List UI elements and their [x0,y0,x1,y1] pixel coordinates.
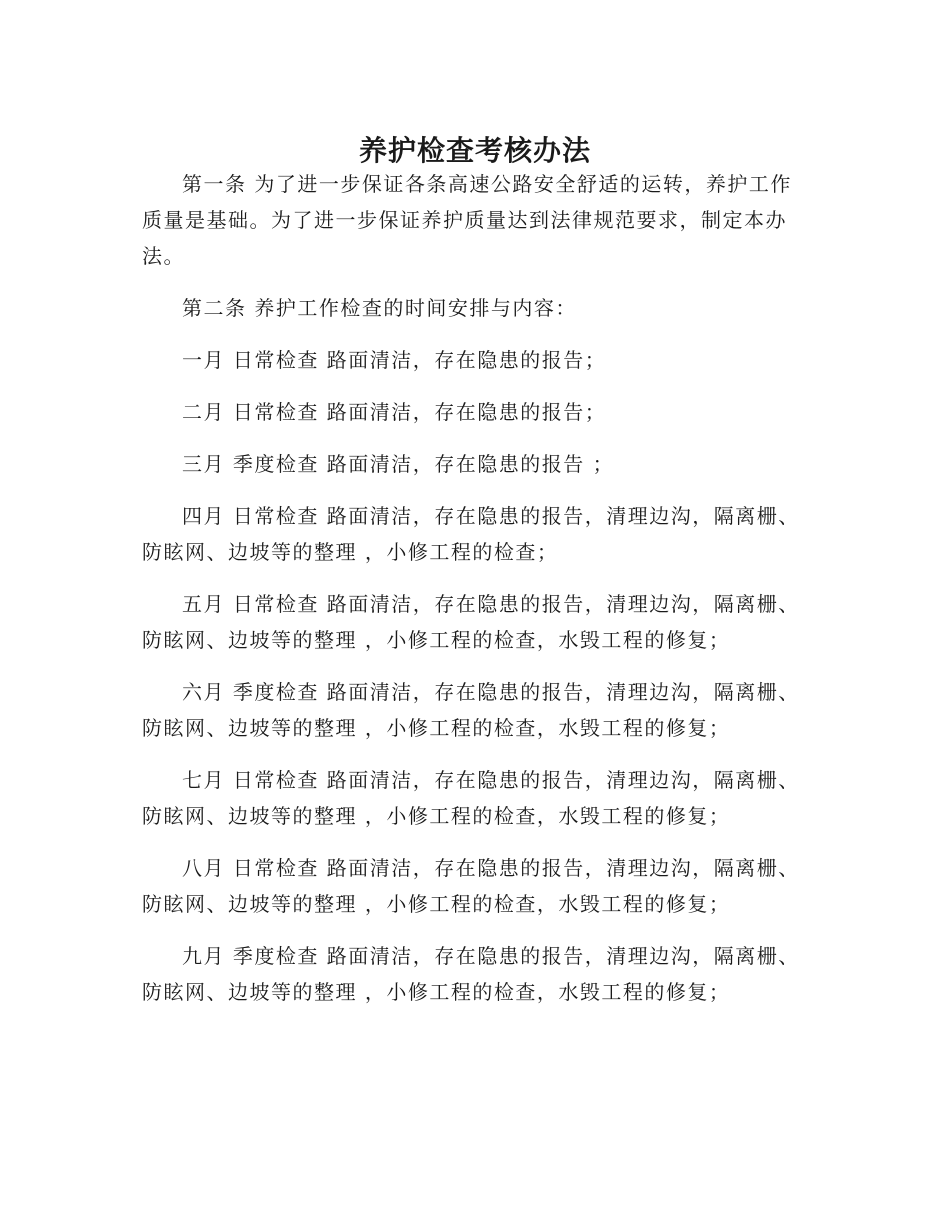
paragraph-july: 七月 日常检查 路面清洁，存在隐患的报告，清理边沟，隔离栅、防眩网、边坡等的整理 ，小修工程的检查，水毁工程的修复； [142,768,800,828]
paragraph-article-1: 第一条 为了进一步保证各条高速公路安全舒适的运转，养护工作质量是基础。为了进一步保证养护质量达到法律规范要求，制定本办法。 [142,172,792,268]
paragraph-june: 六月 季度检查 路面清洁，存在隐患的报告，清理边沟，隔离栅、防眩网、边坡等的整理 ，小修工程的检查，水毁工程的修复； [142,680,800,740]
paragraph-may: 五月 日常检查 路面清洁，存在隐患的报告，清理边沟，隔离栅、防眩网、边坡等的整理 ，小修工程的检查，水毁工程的修复； [142,592,800,652]
paragraph-february: 二月 日常检查 路面清洁，存在隐患的报告； [182,400,607,424]
paragraph-april: 四月 日常检查 路面清洁，存在隐患的报告，清理边沟，隔离栅、防眩网、边坡等的整理 ，小修工程的检查； [142,504,800,564]
paragraph-january: 一月 日常检查 路面清洁，存在隐患的报告； [182,348,607,372]
document-title: 养护检查考核办法 [358,133,591,167]
paragraph-march: 三月 季度检查 路面清洁，存在隐患的报告 ； [182,452,615,476]
paragraph-september: 九月 季度检查 路面清洁，存在隐患的报告，清理边沟，隔离栅、防眩网、边坡等的整理 ，小修工程的检查，水毁工程的修复； [142,944,800,1004]
paragraph-article-2: 第二条 养护工作检查的时间安排与内容： [182,296,577,320]
document-body [142,166,808,1026]
paragraph-august: 八月 日常检查 路面清洁，存在隐患的报告，清理边沟，隔离栅、防眩网、边坡等的整理 ，小修工程的检查，水毁工程的修复； [142,856,800,916]
